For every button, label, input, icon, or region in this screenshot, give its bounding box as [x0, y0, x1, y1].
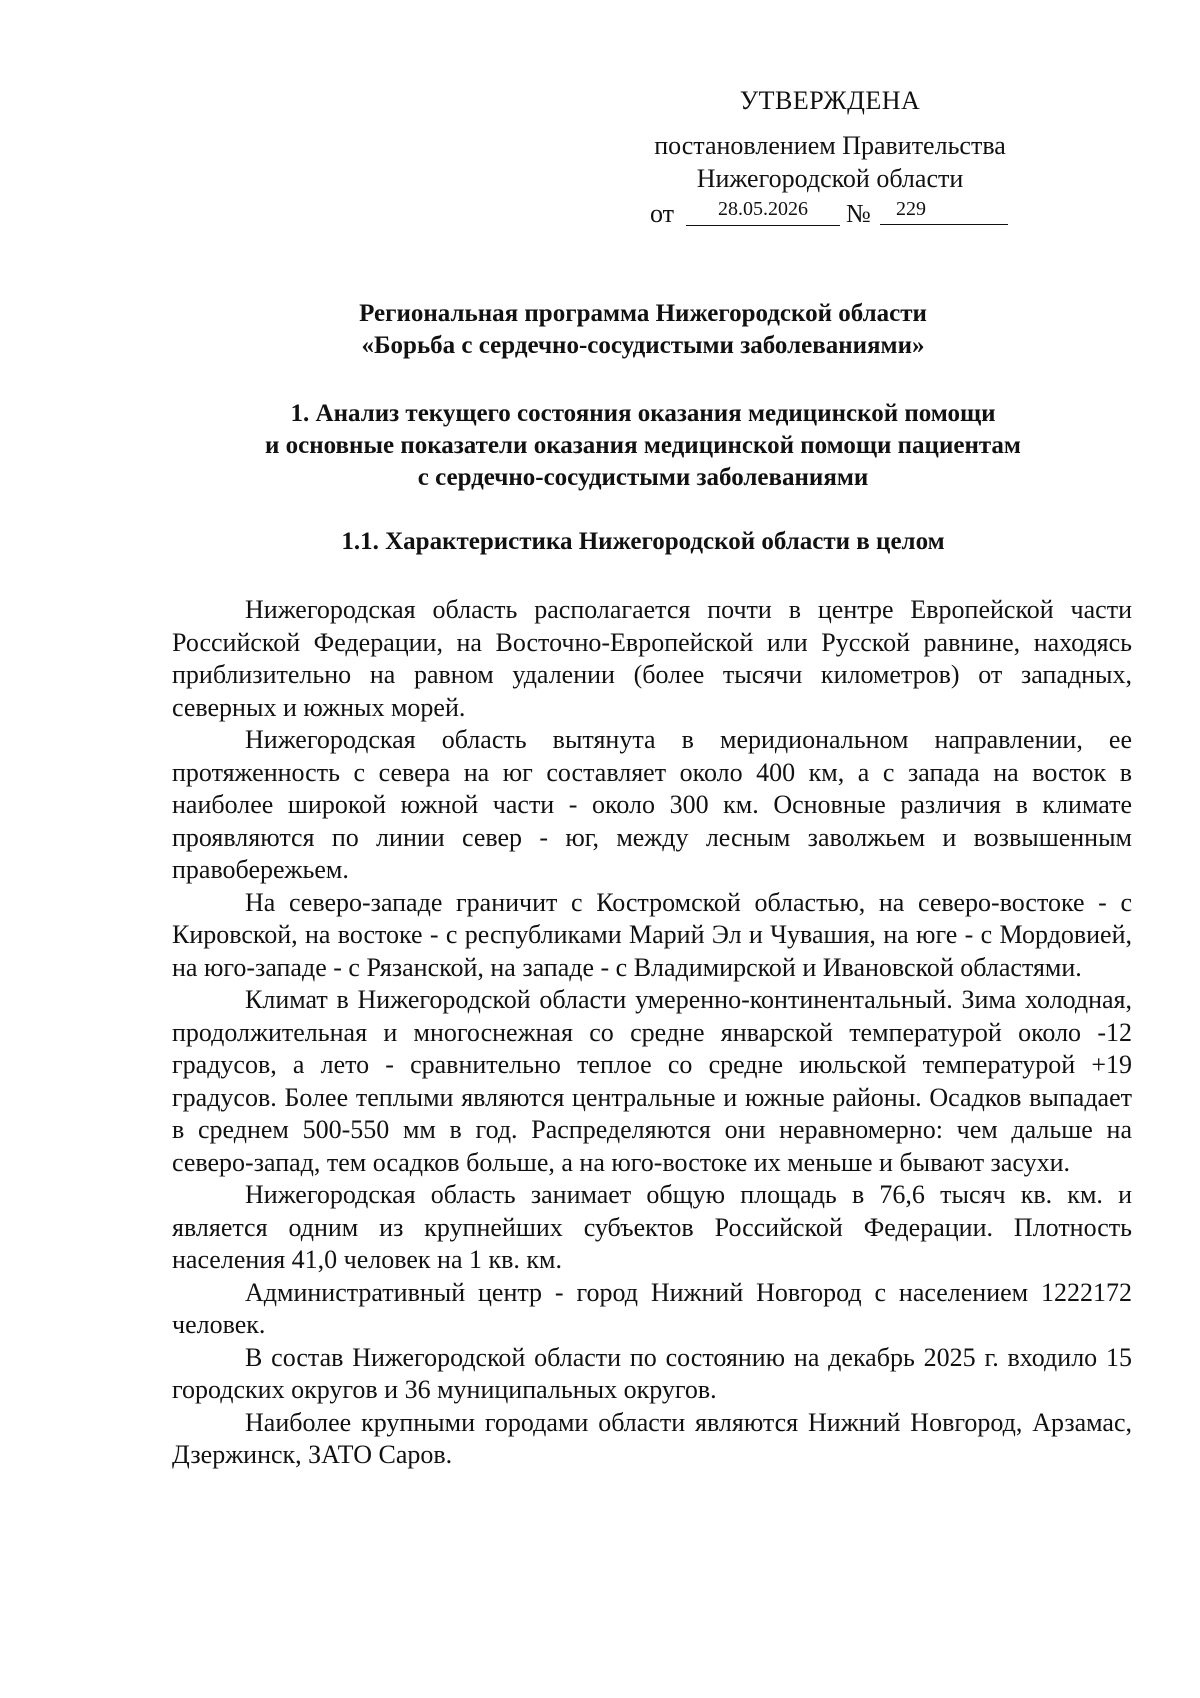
paragraph-area: Нижегородская область занимает общую площадь в 76,6 тысяч кв. км. и является одним из крупнейших субъектов Российской Федерации. Плотность населения 41,0 человек на 1 кв. км.: [172, 1180, 1132, 1274]
program-title-line-1: Региональная программа Нижегородской области: [359, 300, 927, 327]
approval-block: [600, 84, 1060, 231]
decree-date: 28.05.2026: [686, 195, 840, 226]
subsection-heading: 1.1. Характеристика Нижегородской области в целом: [341, 528, 945, 555]
section-heading-line-1: 1. Анализ текущего состояния оказания медицинской помощи: [290, 400, 996, 427]
program-title: [160, 298, 1126, 362]
approval-line-1: постановлением Правительства: [654, 131, 1006, 160]
paragraph-capital: Административный центр - город Нижний Новгород с населением 1222172 человек.: [172, 1277, 1132, 1339]
number-sign: №: [846, 199, 871, 228]
decree-number: 229: [880, 195, 1008, 225]
paragraph-districts: В состав Нижегородской области по состоянию на декабрь 2025 г. входило 15 городских округов и 36 муниципальных округов.: [172, 1342, 1132, 1404]
paragraph-cities: Наиболее крупными городами области являются Нижний Новгород, Арзамас, Дзержинск, ЗАТО Саров.: [172, 1407, 1132, 1469]
body-text: [172, 594, 1132, 1472]
date-label: от: [650, 199, 675, 228]
section-heading-line-3: с сердечно-сосудистыми заболеваниями: [417, 464, 869, 491]
paragraph-borders: На северо-западе граничит с Костромской областью, на северо-востоке - с Кировской, на востоке - с республиками Марий Эл и Чувашия, на юге - с Мордовией, на юго-западе - с Рязанской, на западе - с Владимирской и Ивановской областями.: [172, 887, 1132, 982]
approval-line-2: Нижегородской области: [696, 164, 964, 193]
approval-stamp: УТВЕРЖДЕНА: [739, 86, 921, 115]
program-title-line-2: «Борьба с сердечно-сосудистыми заболеваниями»: [361, 332, 925, 359]
section-heading: [160, 398, 1126, 494]
section-heading-line-2: и основные показатели оказания медицинской помощи пациентам: [265, 432, 1021, 459]
paragraph-location: Нижегородская область располагается почти в центре Европейской части Российской Федерации, на Восточно-Европейской или Русской равнине, находясь приблизительно на равном удалении (более тысячи километров) от западных, северных и южных морей.: [172, 595, 1132, 722]
paragraph-climate: Климат в Нижегородской области умеренно-континентальный. Зима холодная, продолжительная и многоснежная со средне январской температурой около -12 градусов, а лето - сравнительно теплое со средне июльской температурой +19 градусов. Более теплыми являются центральные и южные районы. Осадков выпадает в среднем 500-550 мм в год. Распределяются они неравномерно: чем дальше на северо-запад, тем осадков больше, а на юго-востоке их меньше и бывают засухи.: [172, 985, 1132, 1177]
paragraph-extent: Нижегородская область вытянута в меридиональном направлении, ее протяженность с севера на юг составляет около 400 км, а с запада на восток в наиболее широкой южной части - около 300 км. Основные различия в климате проявляются по линии север - юг, между лесным заволжьем и возвышенным правобережьем.: [172, 725, 1132, 884]
approval-reference: [600, 195, 1060, 231]
